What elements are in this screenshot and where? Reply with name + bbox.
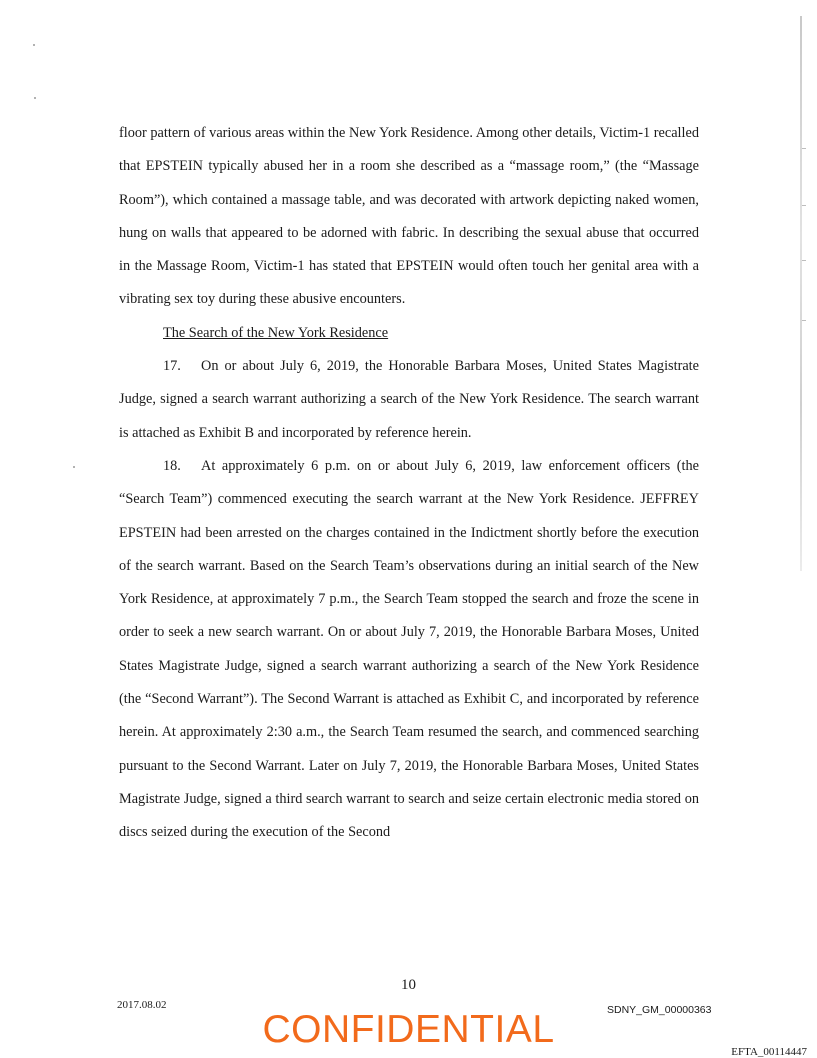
paragraph-number: 18. (163, 457, 181, 474)
scan-edge-tick (802, 148, 806, 149)
scan-speck (34, 97, 36, 99)
efta-id: EFTA_00114447 (731, 1046, 807, 1058)
paragraph-text: At approximately 6 p.m. on or about July 6, 2019, law enforcement officers (the “Search Team”) commenced executing the search warrant at the New York Residence. JEFFREY EPSTEIN had been arrested on the charges contained in the Indictment shortly before the execution of the search warrant. Based on the Search Team’s observations during an initial search of the New York Residence, at approximately 7 p.m., the Search Team stopped the search and froze the scene in order to seek a new search warrant. On or about July 7, 2019, the Honorable Barbara Moses, United States Magistrate Judge, signed a search warrant authorizing a search of the New York Residence (the “Second Warrant”). The Second Warrant is attached as Exhibit C, and incorporated by reference herein. At approximately 2:30 a.m., the Search Team resumed the search, and commenced searching pursuant to the Second Warrant. Later on July 7, 2019, the Honorable Barbara Moses, United States Magistrate Judge, signed a third search warrant to search and seize certain electronic media stored on discs seized during the execution of the Second (119, 457, 699, 841)
scan-edge-tick (802, 260, 806, 261)
footer-date: 2017.08.02 (117, 999, 167, 1011)
scan-speck (33, 44, 35, 46)
scan-edge-tick (802, 205, 806, 206)
document-body (119, 117, 699, 850)
page-number: 10 (401, 977, 416, 993)
scan-speck (73, 466, 75, 468)
paragraph-text: On or about July 6, 2019, the Honorable Barbara Moses, United States Magistrate Judge, signed a search warrant authorizing a search of the New York Residence. The search warrant is attached as Exhibit B and incorporated by reference herein. (119, 358, 699, 441)
bates-number: SDNY_GM_00000363 (607, 1004, 712, 1016)
paragraph-17 (119, 350, 699, 450)
section-heading (119, 317, 699, 350)
section-heading-text: The Search of the New York Residence (163, 324, 389, 341)
scan-edge-line (800, 16, 802, 571)
paragraph-18 (119, 450, 699, 850)
paragraph-number: 17. (163, 358, 181, 375)
scan-edge-tick (802, 320, 806, 321)
opening-paragraph: floor pattern of various areas within the New York Residence. Among other details, Victim-1 recalled that EPSTEIN typically abused her in a room she described as a “massage room,” (the “Massage Room”), which contained a massage table, and was decorated with artwork depicting naked women, hung on walls that appeared to be adorned with fabric. In describing the sexual abuse that occurred in the Massage Room, Victim-1 has stated that EPSTEIN would often touch her genital area with a vibrating sex toy during these abusive encounters. (119, 125, 699, 308)
confidential-stamp: CONFIDENTIAL (262, 1008, 555, 1051)
